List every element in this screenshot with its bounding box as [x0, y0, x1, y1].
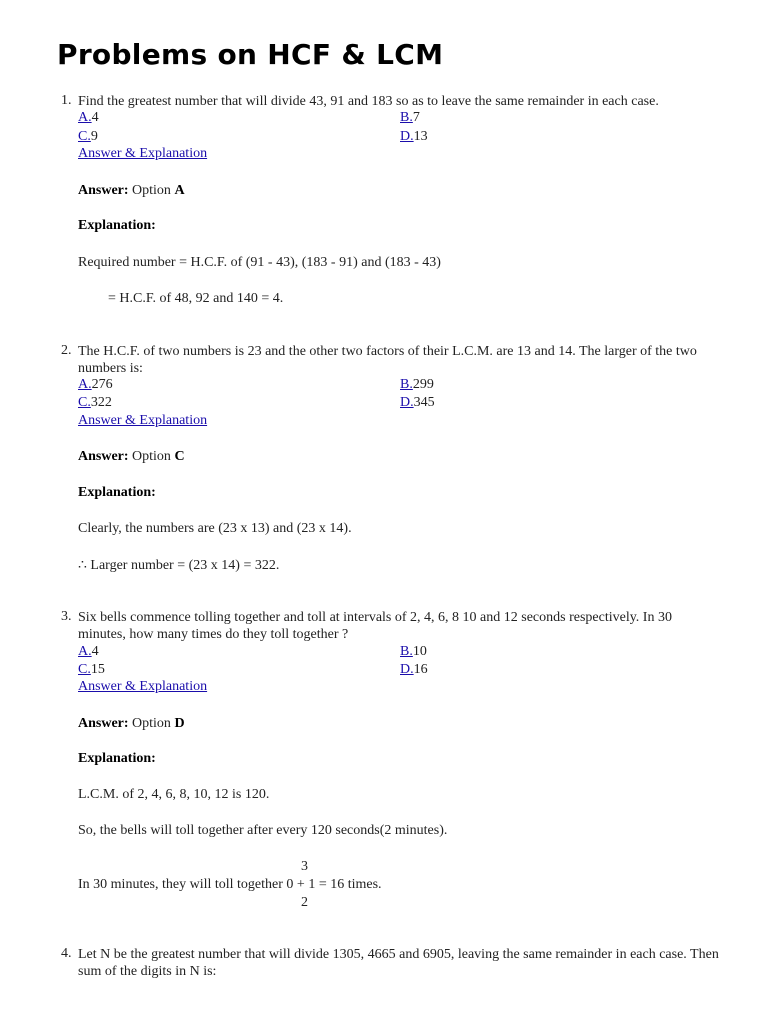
answer-explanation-link[interactable]: Answer & Explanation: [78, 679, 208, 694]
option-b-value: 10: [412, 644, 427, 659]
fraction-middle: 0 + 1 = 16 times.: [286, 877, 382, 892]
answer-option: A: [174, 183, 185, 198]
option-b[interactable]: [400, 644, 427, 660]
question-text: Find the greatest number that will divide 43, 91 and 183 so as to leave the same remainder in each case.: [78, 94, 659, 109]
option-a-value: 276: [91, 377, 113, 392]
page-title: Problems on HCF & LCM: [57, 38, 444, 71]
option-c-value: 9: [90, 129, 98, 144]
answer-line: [78, 716, 185, 732]
option-b-label[interactable]: B.: [400, 377, 413, 392]
option-a-label[interactable]: A.: [78, 110, 92, 125]
explanation-line: L.C.M. of 2, 4, 6, 8, 10, 12 is 120.: [78, 787, 270, 802]
answer-text: Option: [132, 183, 171, 198]
fraction-line-text: [78, 877, 382, 893]
option-d-label[interactable]: D.: [400, 129, 414, 144]
option-c[interactable]: [78, 129, 98, 145]
question-number: 2.: [61, 343, 72, 358]
option-a-value: 4: [91, 644, 99, 659]
answer-option: C: [174, 449, 185, 464]
option-b[interactable]: [400, 110, 420, 126]
option-d[interactable]: [400, 129, 428, 145]
answer-label: Answer:: [78, 183, 129, 198]
option-b-label[interactable]: B.: [400, 644, 413, 659]
explanation-heading: Explanation:: [78, 485, 156, 500]
answer-text: Option: [132, 716, 171, 731]
explanation-line: So, the bells will toll together after every 120 seconds(2 minutes).: [78, 823, 448, 838]
fraction-before: In 30 minutes, they will toll together: [78, 877, 283, 892]
option-a[interactable]: [78, 110, 99, 126]
option-b[interactable]: [400, 377, 434, 393]
option-c-label[interactable]: C.: [78, 662, 91, 677]
explanation-line: Required number = H.C.F. of (91 - 43), (183 - 91) and (183 - 43): [78, 255, 441, 270]
option-d-value: 13: [413, 129, 428, 144]
option-c-value: 15: [90, 662, 105, 677]
fraction-numerator: 3: [301, 859, 308, 874]
option-d-value: 345: [413, 395, 435, 410]
question-text: Let N be the greatest number that will divide 1305, 4665 and 6905, leaving the same remainder in each case. Then sum of the digits in N is:: [78, 947, 719, 979]
question-number: 1.: [61, 93, 72, 108]
option-a[interactable]: [78, 644, 99, 660]
explanation-line: ∴ Larger number = (23 x 14) = 322.: [78, 558, 280, 573]
answer-label: Answer:: [78, 716, 129, 731]
option-a-value: 4: [91, 110, 99, 125]
question-number: 4.: [61, 946, 72, 961]
answer-explanation-link[interactable]: Answer & Explanation: [78, 146, 208, 161]
option-c-label[interactable]: C.: [78, 395, 91, 410]
option-d[interactable]: [400, 662, 428, 678]
answer-option: D: [174, 716, 185, 731]
option-d-label[interactable]: D.: [400, 395, 414, 410]
answer-text: Option: [132, 449, 171, 464]
option-a-label[interactable]: A.: [78, 644, 92, 659]
explanation-heading: Explanation:: [78, 218, 156, 233]
explanation-line: Clearly, the numbers are (23 x 13) and (23 x 14).: [78, 521, 352, 536]
question-text: The H.C.F. of two numbers is 23 and the other two factors of their L.C.M. are 13 and 14. The larger of the two numbers is:: [78, 344, 697, 376]
answer-label: Answer:: [78, 449, 129, 464]
option-a[interactable]: [78, 377, 113, 393]
option-c[interactable]: [78, 662, 105, 678]
question-number: 3.: [61, 609, 72, 624]
fraction-denominator: 2: [301, 895, 308, 910]
option-b-value: 299: [412, 377, 434, 392]
option-c-value: 322: [90, 395, 112, 410]
option-a-label[interactable]: A.: [78, 377, 92, 392]
answer-explanation-link[interactable]: Answer & Explanation: [78, 413, 208, 428]
option-c[interactable]: [78, 395, 112, 411]
option-c-label[interactable]: C.: [78, 129, 91, 144]
question-text: Six bells commence tolling together and toll at intervals of 2, 4, 6, 8 10 and 12 seconds respectively. In 30 minutes, how many times do they toll together ?: [78, 610, 672, 642]
option-b-value: 7: [412, 110, 420, 125]
explanation-heading: Explanation:: [78, 751, 156, 766]
option-d[interactable]: [400, 395, 435, 411]
explanation-line: = H.C.F. of 48, 92 and 140 = 4.: [108, 291, 284, 306]
option-b-label[interactable]: B.: [400, 110, 413, 125]
option-d-label[interactable]: D.: [400, 662, 414, 677]
answer-line: [78, 183, 185, 199]
answer-line: [78, 449, 185, 465]
option-d-value: 16: [413, 662, 428, 677]
